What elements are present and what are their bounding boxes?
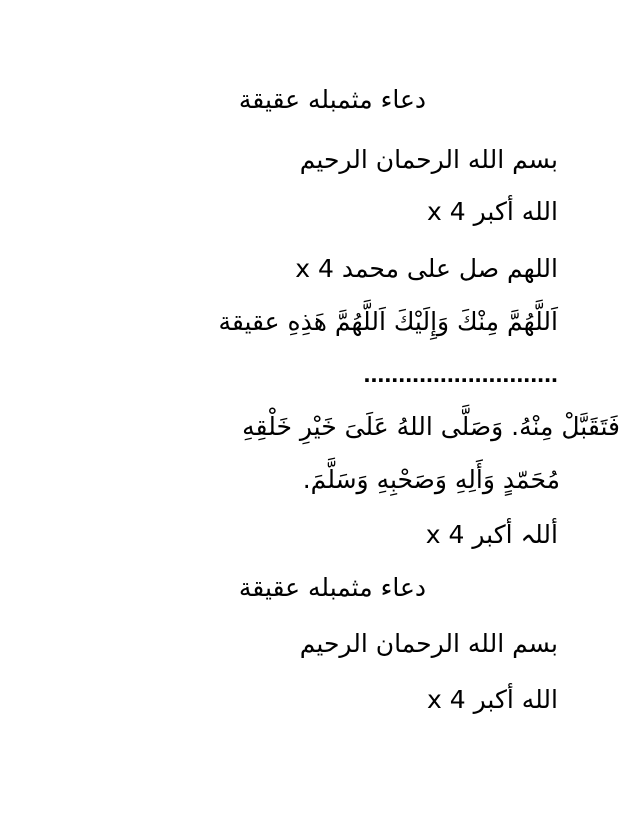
heading-line-2: دعاء مثمبله عقيقة <box>238 573 426 602</box>
takbir-line-3: الله أكبر x 4 <box>427 685 558 714</box>
dua-line: اَللَّهُمَّ مِنْكَ وَإِلَيْكَ اَللَّهُمَّ هَذِهِ عقيقة <box>218 307 558 336</box>
takbir-line-2: أللہ أكبر x 4 <box>425 520 558 549</box>
basmala-line: بسم الله الرحمان الرحيم <box>299 145 558 174</box>
salawat-line: اللهم صل على محمد x 4 <box>295 254 558 283</box>
name-blank-dots: ............................ <box>363 360 558 388</box>
basmala-line-2: بسم الله الرحمان الرحيم <box>299 629 558 658</box>
acceptance-line: فَتَقَبَّلْ مِنْهُ. وَصَلَّى اللهُ عَلَىَ خَيْرِ خَلْقِهِ <box>242 412 620 441</box>
heading-line: دعاء مثمبله عقيقة <box>238 85 426 114</box>
closing-line: مُحَمّدٍ وَأَلِهِ وَصَحْبِهِ وَسَلَّمَ. <box>302 465 560 494</box>
takbir-line: الله أكبر x 4 <box>427 197 558 226</box>
